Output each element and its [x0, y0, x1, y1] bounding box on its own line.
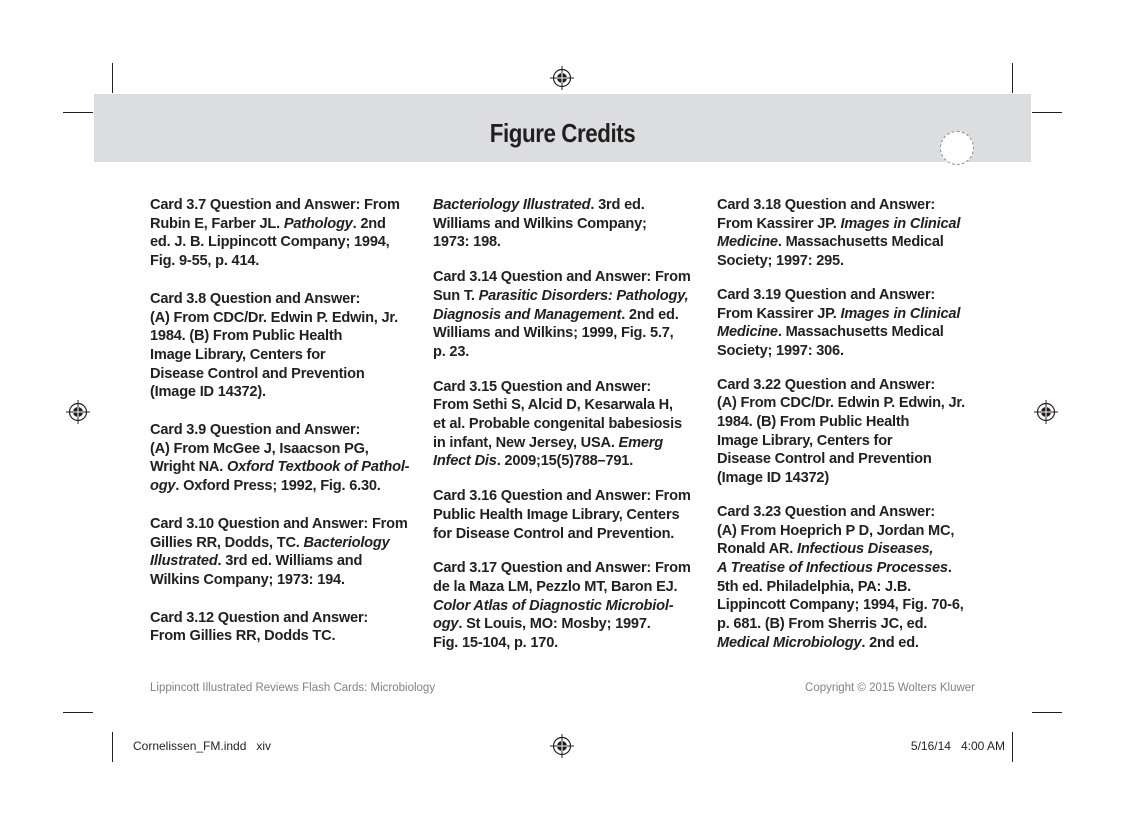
credit-title-text: Medical Microbiology	[717, 634, 862, 651]
credit-line	[433, 634, 701, 653]
credit-text: .	[947, 559, 952, 576]
credit-title-text: ogy	[433, 616, 459, 633]
credit-line	[150, 365, 418, 384]
credit-title-text: Parasitic Disorders: Pathology,	[478, 287, 689, 304]
credit-entry	[150, 609, 418, 646]
credit-text: Disease Control and Prevention	[717, 451, 932, 468]
credit-line	[717, 615, 985, 634]
credit-line	[150, 346, 418, 365]
credit-title-text: Medicine	[717, 234, 778, 251]
credit-text: . 3rd ed. Williams and	[217, 553, 363, 570]
credit-text: for Disease Control and Prevention.	[433, 525, 675, 542]
credit-line	[433, 559, 701, 578]
credit-text: . 2nd ed.	[861, 634, 919, 651]
credit-line	[150, 552, 418, 571]
credit-text: . 2nd	[352, 215, 386, 232]
credit-line	[150, 215, 418, 234]
credit-text: (Image ID 14372).	[150, 384, 266, 401]
credit-text: . 3rd ed.	[590, 197, 645, 213]
credit-entry	[433, 487, 701, 543]
credit-line	[433, 452, 701, 471]
credit-line	[150, 534, 418, 553]
credit-line	[433, 306, 701, 325]
credit-line	[433, 525, 701, 544]
credit-text: Wilkins Company; 1973: 194.	[150, 571, 345, 588]
credit-text: Image Library, Centers for	[717, 432, 893, 449]
credit-title-text: Diagnosis and Management	[433, 306, 622, 323]
credit-text: Disease Control and Prevention	[150, 365, 365, 382]
credit-line	[717, 522, 985, 541]
credit-line	[717, 252, 985, 271]
credit-text: Sun T.	[433, 287, 479, 304]
registration-mark-icon	[550, 66, 574, 90]
credit-text: . 2009;15(5)788–791.	[496, 453, 634, 470]
credit-text: Card 3.18 Question and Answer:	[717, 197, 936, 213]
credit-text: Card 3.22 Question and Answer:	[717, 376, 936, 393]
credit-text: Card 3.8 Question and Answer:	[150, 290, 361, 307]
credit-entry	[717, 503, 985, 653]
tab-marker	[940, 131, 974, 165]
credit-line	[150, 627, 418, 646]
credit-line	[433, 578, 701, 597]
credit-line	[150, 609, 418, 628]
credit-text: Card 3.17 Question and Answer: From	[433, 560, 691, 577]
credit-entry	[433, 268, 701, 362]
credit-line	[150, 515, 418, 534]
credit-entry	[717, 196, 985, 271]
credit-title-text: Emerg	[618, 434, 663, 451]
credit-text: (Image ID 14372)	[717, 470, 829, 487]
credit-text: Fig. 15-104, p. 170.	[433, 635, 558, 652]
credit-title-text: ogy	[150, 478, 176, 495]
credit-text: Wright NA.	[150, 459, 227, 476]
credit-line	[433, 343, 701, 362]
credit-line	[717, 305, 985, 324]
credit-title-text: Infectious Diseases,	[796, 541, 934, 558]
credit-line	[433, 396, 701, 415]
credit-text: ed. J. B. Lippincott Company; 1994,	[150, 234, 390, 251]
credit-text: Card 3.15 Question and Answer:	[433, 378, 652, 395]
credit-text: . 2nd ed.	[621, 306, 679, 323]
credit-line	[433, 215, 701, 234]
registration-mark-icon	[1034, 400, 1058, 424]
credit-entry	[433, 378, 701, 472]
credit-text: de la Maza LM, Pezzlo MT, Baron EJ.	[433, 578, 678, 595]
credit-entry	[433, 559, 701, 653]
credit-line	[717, 215, 985, 234]
slug-filename: Cornelissen_FM.indd xiv	[133, 739, 272, 753]
credit-line	[717, 469, 985, 488]
credit-text: Card 3.7 Question and Answer: From	[150, 197, 400, 213]
credit-line	[433, 287, 701, 306]
credit-text: . Oxford Press; 1992, Fig. 6.30.	[175, 478, 381, 495]
credit-line	[717, 323, 985, 342]
credit-entry	[150, 290, 418, 402]
credit-line	[150, 196, 418, 215]
credit-line	[433, 615, 701, 634]
credits-column-3	[717, 196, 985, 652]
credit-text: From Sethi S, Alcid D, Kesarwala H,	[433, 397, 673, 414]
header-band	[94, 94, 1031, 162]
credit-entry	[433, 196, 701, 252]
credit-line	[717, 196, 985, 215]
credit-text: Rubin E, Farber JL.	[150, 215, 284, 232]
crop-mark	[63, 112, 93, 113]
crop-mark	[112, 732, 113, 762]
credit-text: Fig. 9-55, p. 414.	[150, 253, 260, 270]
footer-book-title: Lippincott Illustrated Reviews Flash Cards: Microbiology	[150, 682, 436, 694]
credit-text: From Kassirer JP.	[717, 215, 841, 232]
credit-entry	[150, 196, 418, 271]
credit-line	[717, 394, 985, 413]
credit-line	[717, 432, 985, 451]
credit-text: Card 3.16 Question and Answer: From	[433, 488, 691, 505]
credit-line	[433, 506, 701, 525]
registration-mark-icon	[66, 400, 90, 424]
credit-line	[150, 383, 418, 402]
credit-line	[150, 571, 418, 590]
credit-title-text: Bacteriology	[303, 534, 390, 551]
credit-line	[717, 342, 985, 361]
crop-mark	[1012, 732, 1013, 762]
credit-line	[717, 413, 985, 432]
credit-line	[433, 324, 701, 343]
credit-line	[717, 578, 985, 597]
credit-text: . St Louis, MO: Mosby; 1997.	[458, 616, 651, 633]
credit-line	[150, 458, 418, 477]
crop-mark	[1012, 63, 1013, 93]
credit-line	[717, 286, 985, 305]
credit-title-text: Color Atlas of Diagnostic Microbiol-	[433, 597, 674, 614]
credit-text: Williams and Wilkins; 1999, Fig. 5.7,	[433, 325, 674, 342]
credit-line	[150, 252, 418, 271]
crop-mark	[1032, 112, 1062, 113]
credit-text: Card 3.23 Question and Answer:	[717, 503, 936, 520]
credit-line	[717, 596, 985, 615]
credit-text: (A) From CDC/Dr. Edwin P. Edwin, Jr.	[717, 395, 965, 412]
credit-line	[717, 540, 985, 559]
credit-line	[433, 487, 701, 506]
credit-text: (A) From Hoeprich P D, Jordan MC,	[717, 522, 955, 539]
credit-line	[433, 434, 701, 453]
credit-title-text: Pathology	[283, 215, 353, 232]
credit-text: in infant, New Jersey, USA.	[433, 434, 619, 451]
credit-line	[150, 309, 418, 328]
credit-line	[150, 233, 418, 252]
credit-text: (A) From McGee J, Isaacson PG,	[150, 440, 369, 457]
credit-line	[717, 559, 985, 578]
credit-text: Card 3.10 Question and Answer: From	[150, 515, 408, 532]
credit-line	[717, 450, 985, 469]
credits-column-2	[433, 196, 701, 653]
credit-line	[150, 290, 418, 309]
credit-text: Card 3.12 Question and Answer:	[150, 609, 369, 626]
credit-line	[433, 196, 701, 215]
credit-text: p. 23.	[433, 343, 470, 360]
credit-title-text: Oxford Textbook of Pathol-	[226, 459, 410, 476]
credit-line	[150, 327, 418, 346]
credit-text: Gillies RR, Dodds, TC.	[150, 534, 304, 551]
credit-text: Card 3.14 Question and Answer: From	[433, 269, 691, 286]
credit-text: Image Library, Centers for	[150, 346, 326, 363]
credit-line	[717, 376, 985, 395]
credit-text: . Massachusetts Medical	[777, 324, 944, 341]
credits-column-1	[150, 196, 418, 646]
credit-text: Lippincott Company; 1994, Fig. 70-6,	[717, 597, 964, 614]
credit-title-text: Infect Dis	[433, 453, 497, 470]
credit-title-text: Medicine	[717, 324, 778, 341]
credit-line	[717, 233, 985, 252]
credit-text: p. 681. (B) From Sherris JC, ed.	[717, 616, 928, 633]
credit-line	[433, 268, 701, 287]
credit-line	[150, 440, 418, 459]
credit-text: (A) From CDC/Dr. Edwin P. Edwin, Jr.	[150, 309, 398, 326]
credit-title-text: Images in Clinical	[840, 215, 961, 232]
credit-entry	[150, 515, 418, 590]
credit-text: 1984. (B) From Public Health	[717, 414, 910, 431]
crop-mark	[112, 63, 113, 93]
credit-text: From Gillies RR, Dodds TC.	[150, 628, 336, 645]
credit-text: Ronald AR.	[717, 541, 797, 558]
credit-text: Card 3.9 Question and Answer:	[150, 422, 361, 439]
credit-line	[433, 597, 701, 616]
credit-text: 5th ed. Philadelphia, PA: J.B.	[717, 578, 912, 595]
credit-text: . Massachusetts Medical	[777, 234, 944, 251]
credit-line	[433, 415, 701, 434]
credit-entry	[150, 421, 418, 496]
credit-line	[150, 477, 418, 496]
credit-line	[717, 634, 985, 653]
credit-entry	[717, 376, 985, 488]
credit-text: Society; 1997: 306.	[717, 342, 844, 359]
credit-line	[150, 421, 418, 440]
credit-title-text: Illustrated	[150, 553, 218, 570]
credit-text: et al. Probable congenital babesiosis	[433, 416, 682, 433]
credit-title-text: Bacteriology Illustrated	[433, 197, 591, 213]
credit-text: Card 3.19 Question and Answer:	[717, 286, 936, 303]
credit-text: 1973: 198.	[433, 234, 501, 251]
credit-text: Society; 1997: 295.	[717, 253, 844, 270]
credit-text: From Kassirer JP.	[717, 305, 841, 322]
credit-line	[433, 233, 701, 252]
credit-text: Public Health Image Library, Centers	[433, 506, 680, 523]
credit-title-text: Images in Clinical	[840, 305, 961, 322]
credit-line	[717, 503, 985, 522]
page-title: Figure Credits	[489, 118, 636, 148]
crop-mark	[63, 712, 93, 713]
credit-line	[433, 378, 701, 397]
credit-entry	[717, 286, 985, 361]
footer-copyright: Copyright © 2015 Wolters Kluwer	[805, 682, 975, 694]
credit-text: Williams and Wilkins Company;	[433, 215, 647, 232]
slug-timestamp: 5/16/14 4:00 AM	[910, 739, 1005, 753]
crop-mark	[1032, 712, 1062, 713]
credit-text: 1984. (B) From Public Health	[150, 328, 343, 345]
credit-title-text: A Treatise of Infectious Processes	[717, 559, 948, 576]
registration-mark-icon	[550, 734, 574, 758]
